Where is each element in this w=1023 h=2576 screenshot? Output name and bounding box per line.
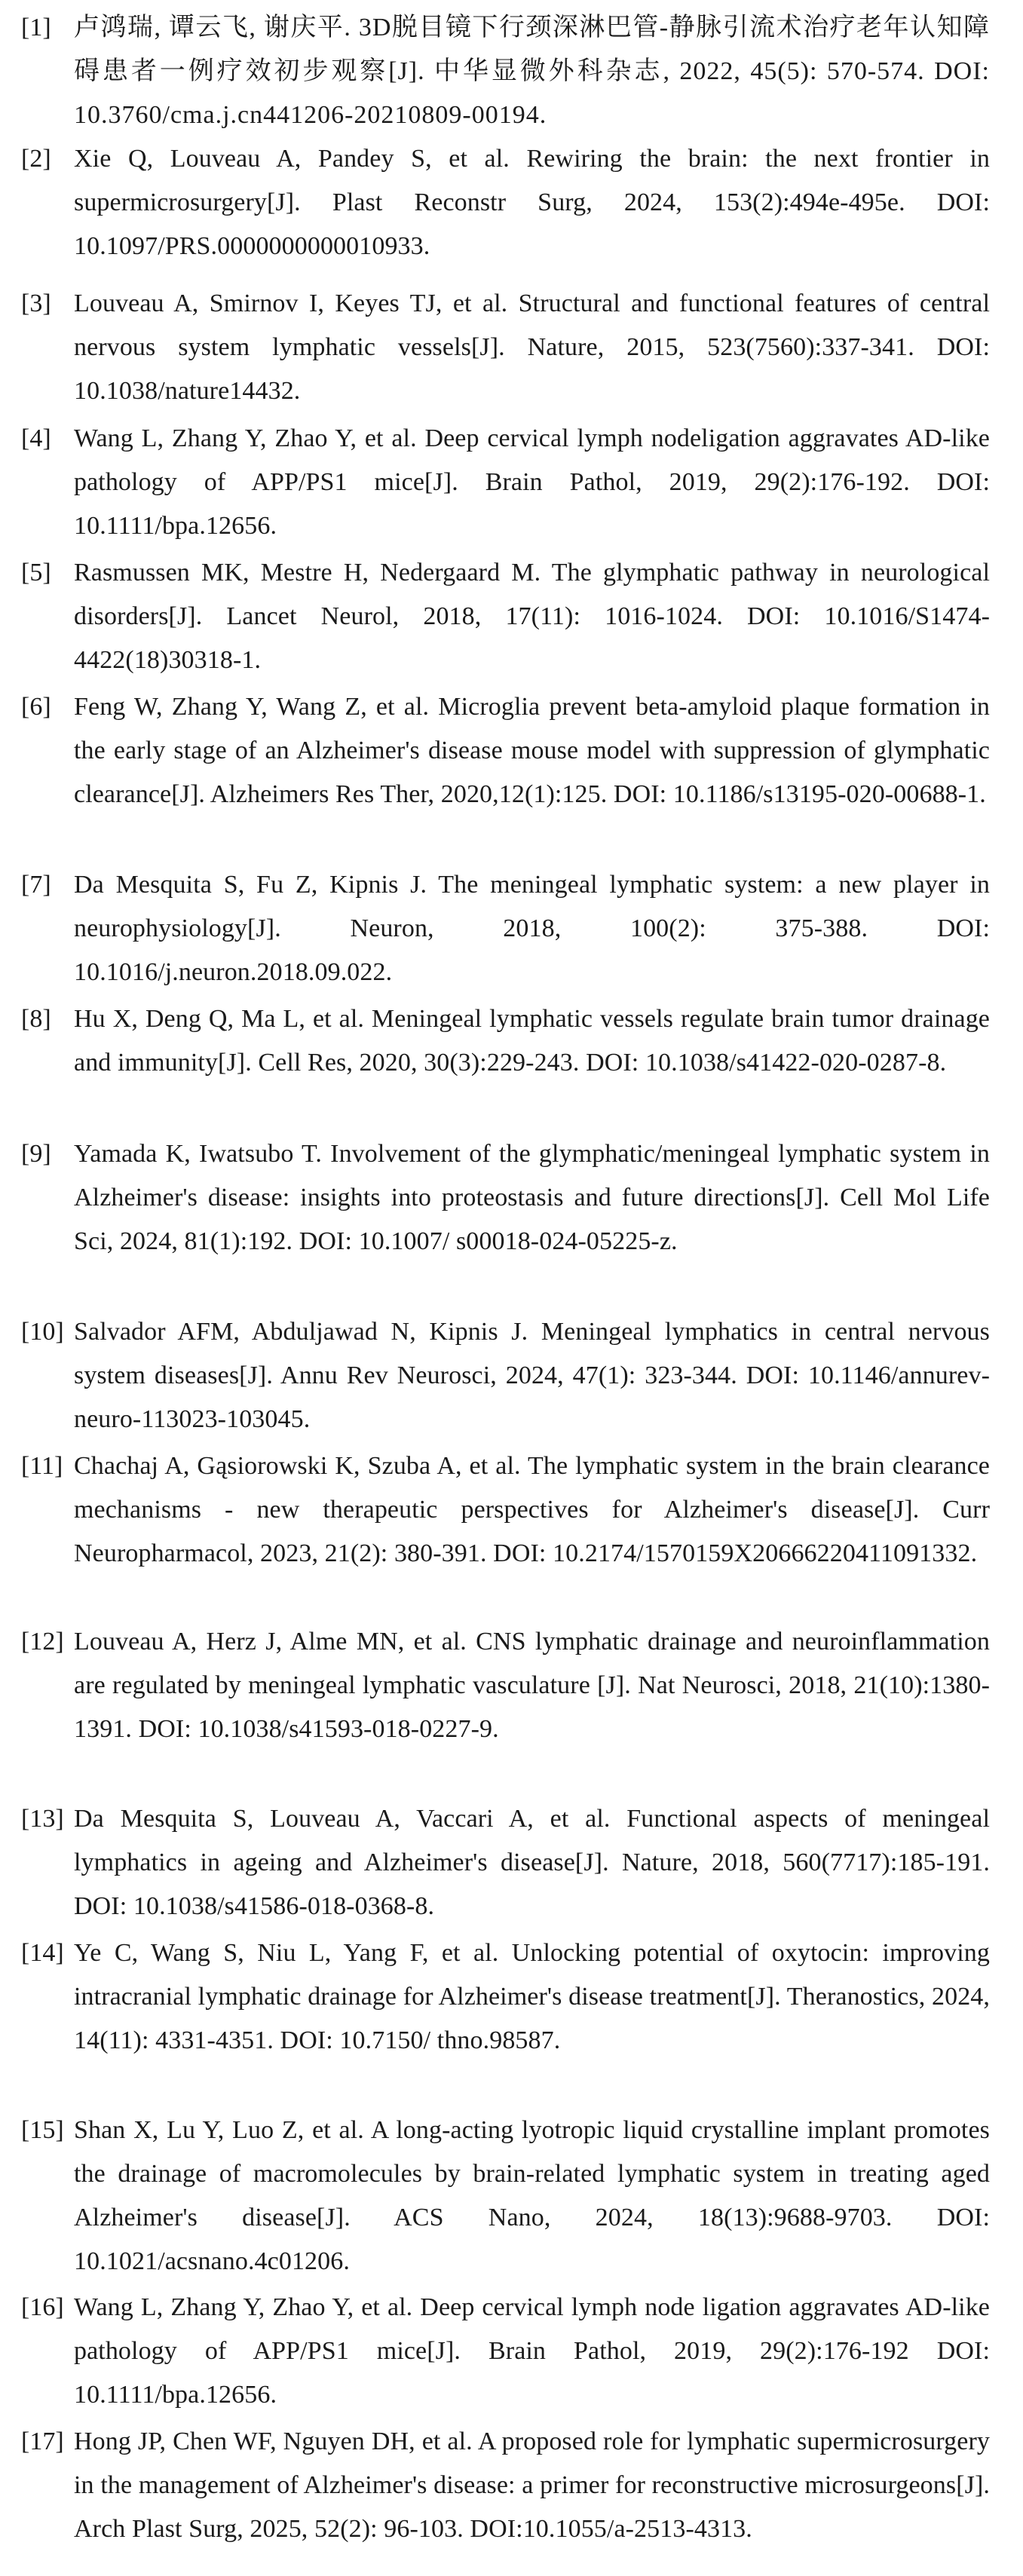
reference-text: Wang L, Zhang Y, Zhao Y, et al. Deep cervical lymph node ligation aggravates AD-like pathology of APP/PS1 mice[J]. Brain Pathol, 2019, 29(2):176-192 DOI: 10.1111/bpa.12656.: [74, 2293, 990, 2409]
reference-item-6: [21, 685, 990, 860]
reference-item-12: [21, 1620, 990, 1795]
reference-number: [12]: [21, 1628, 64, 1656]
reference-text: Louveau A, Herz J, Alme MN, et al. CNS lymphatic drainage and neuroinflammation are regulated by meningeal lymphatic vasculature [J]. Nat Neurosci, 2018, 21(10):1380-1391. DOI: 10.1038/s41593-018-0227-9.: [74, 1628, 990, 1743]
reference-number: [13]: [21, 1805, 64, 1833]
reference-number: [8]: [21, 1005, 51, 1033]
reference-number: [5]: [21, 559, 51, 587]
reference-number: [15]: [21, 2116, 64, 2144]
reference-item-17: [21, 2420, 990, 2576]
reference-number: [10]: [21, 1318, 64, 1346]
reference-text: Louveau A, Smirnov I, Keyes TJ, et al. Structural and functional features of central nervous system lymphatic vessels[J]. Nature, 2015, 523(7560):337-341. DOI: 10.1038/nature14432.: [74, 289, 990, 405]
reference-number: [7]: [21, 871, 51, 899]
reference-item-9: [21, 1132, 990, 1307]
reference-number: [2]: [21, 145, 51, 173]
reference-item-2: [21, 137, 990, 268]
reference-number: [6]: [21, 693, 51, 721]
reference-number: [4]: [21, 424, 51, 452]
reference-text: Rasmussen MK, Mestre H, Nedergaard M. The glymphatic pathway in neurological disorders[J]. Lancet Neurol, 2018, 17(11): 1016-1024. DOI: 10.1016/S1474-4422(18)30318-1.: [74, 559, 990, 674]
reference-item-8: [21, 997, 990, 1129]
reference-text: Xie Q, Louveau A, Pandey S, et al. Rewiring the brain: the next frontier in supermicrosurgery[J]. Plast Reconstr Surg, 2024, 153(2):494e-495e. DOI: 10.1097/PRS.0000000000010933.: [74, 145, 990, 260]
reference-text: Da Mesquita S, Louveau A, Vaccari A, et al. Functional aspects of meningeal lymphatics in ageing and Alzheimer's disease[J]. Nature, 2018, 560(7717):185-191. DOI: 10.1038/s41586-018-0368-8.: [74, 1805, 990, 1920]
reference-item-16: [21, 2286, 990, 2417]
reference-text: Salvador AFM, Abduljawad N, Kipnis J. Meningeal lymphatics in central nervous system diseases[J]. Annu Rev Neurosci, 2024, 47(1): 323-344. DOI: 10.1146/annurev-neuro-113023-103045.: [74, 1318, 990, 1433]
reference-item-1: [21, 6, 990, 137]
reference-text: Wang L, Zhang Y, Zhao Y, et al. Deep cervical lymph nodeligation aggravates AD-like pathology of APP/PS1 mice[J]. Brain Pathol, 2019, 29(2):176-192. DOI: 10.1111/bpa.12656.: [74, 424, 990, 540]
reference-number: [3]: [21, 289, 51, 317]
reference-item-4: [21, 417, 990, 548]
reference-number: [16]: [21, 2293, 64, 2321]
reference-text: Hong JP, Chen WF, Nguyen DH, et al. A proposed role for lymphatic supermicrosurgery in the management of Alzheimer's disease: a primer for reconstructive microsurgeons[J]. Arch Plast Surg, 2025, 52(2): 96-103. DOI:10.1055/a-2513-4313.: [74, 2427, 990, 2543]
reference-text: Feng W, Zhang Y, Wang Z, et al. Microglia prevent beta-amyloid plaque formation in the early stage of an Alzheimer's disease mouse model with suppression of glymphatic clearance[J]. Alzheimers Res Ther, 2020,12(1):125. DOI: 10.1186/s13195-020-00688-1.: [74, 693, 990, 808]
reference-item-5: [21, 551, 990, 682]
reference-item-15: [21, 2109, 990, 2283]
reference-number: [14]: [21, 1939, 64, 1967]
reference-text: Da Mesquita S, Fu Z, Kipnis J. The meningeal lymphatic system: a new player in neurophysiology[J]. Neuron, 2018, 100(2): 375-388. DOI: 10.1016/j.neuron.2018.09.022.: [74, 871, 990, 986]
reference-number: [1]: [21, 14, 51, 41]
reference-item-7: [21, 863, 990, 994]
reference-item-14: [21, 1931, 990, 2106]
reference-text: Shan X, Lu Y, Luo Z, et al. A long-acting lyotropic liquid crystalline implant promotes the drainage of macromolecules by brain-related lymphatic system in treating aged Alzheimer's disease[J]. ACS Nano, 2024, 18(13):9688-9703. DOI: 10.1021/acsnano.4c01206.: [74, 2116, 990, 2275]
reference-text: Hu X, Deng Q, Ma L, et al. Meningeal lymphatic vessels regulate brain tumor drainage and immunity[J]. Cell Res, 2020, 30(3):229-243. DOI: 10.1038/s41422-020-0287-8.: [74, 1005, 990, 1077]
reference-item-13: [21, 1797, 990, 1928]
reference-item-10: [21, 1310, 990, 1441]
reference-item-3: [21, 282, 990, 413]
reference-text: Ye C, Wang S, Niu L, Yang F, et al. Unlocking potential of oxytocin: improving intracranial lymphatic drainage for Alzheimer's disease treatment[J]. Theranostics, 2024, 14(11): 4331-4351. DOI: 10.7150/ thno.98587.: [74, 1939, 990, 2054]
reference-number: [9]: [21, 1140, 51, 1168]
reference-text: 卢鸿瑞, 谭云飞, 谢庆平. 3D脱目镜下行颈深淋巴管-静脉引流术治疗老年认知障碍患者一例疗效初步观察[J]. 中华显微外科杂志, 2022, 45(5): 570-574. DOI: 10.3760/cma.j.cn441206-20210809-00194.: [74, 14, 990, 129]
reference-number: [17]: [21, 2427, 64, 2455]
reference-item-11: [21, 1444, 990, 1619]
reference-number: [11]: [21, 1452, 63, 1480]
reference-text: Chachaj A, Gąsiorowski K, Szuba A, et al. The lymphatic system in the brain clearance mechanisms - new therapeutic perspectives for Alzheimer's disease[J]. Curr Neuropharmacol, 2023, 21(2): 380-391. DOI: 10.2174/1570159X20666220411091332.: [74, 1452, 990, 1567]
reference-text: Yamada K, Iwatsubo T. Involvement of the glymphatic/meningeal lymphatic system in Alzheimer's disease: insights into proteostasis and future directions[J]. Cell Mol Life Sci, 2024, 81(1):192. DOI: 10.1007/ s00018-024-05225-z.: [74, 1140, 990, 1255]
